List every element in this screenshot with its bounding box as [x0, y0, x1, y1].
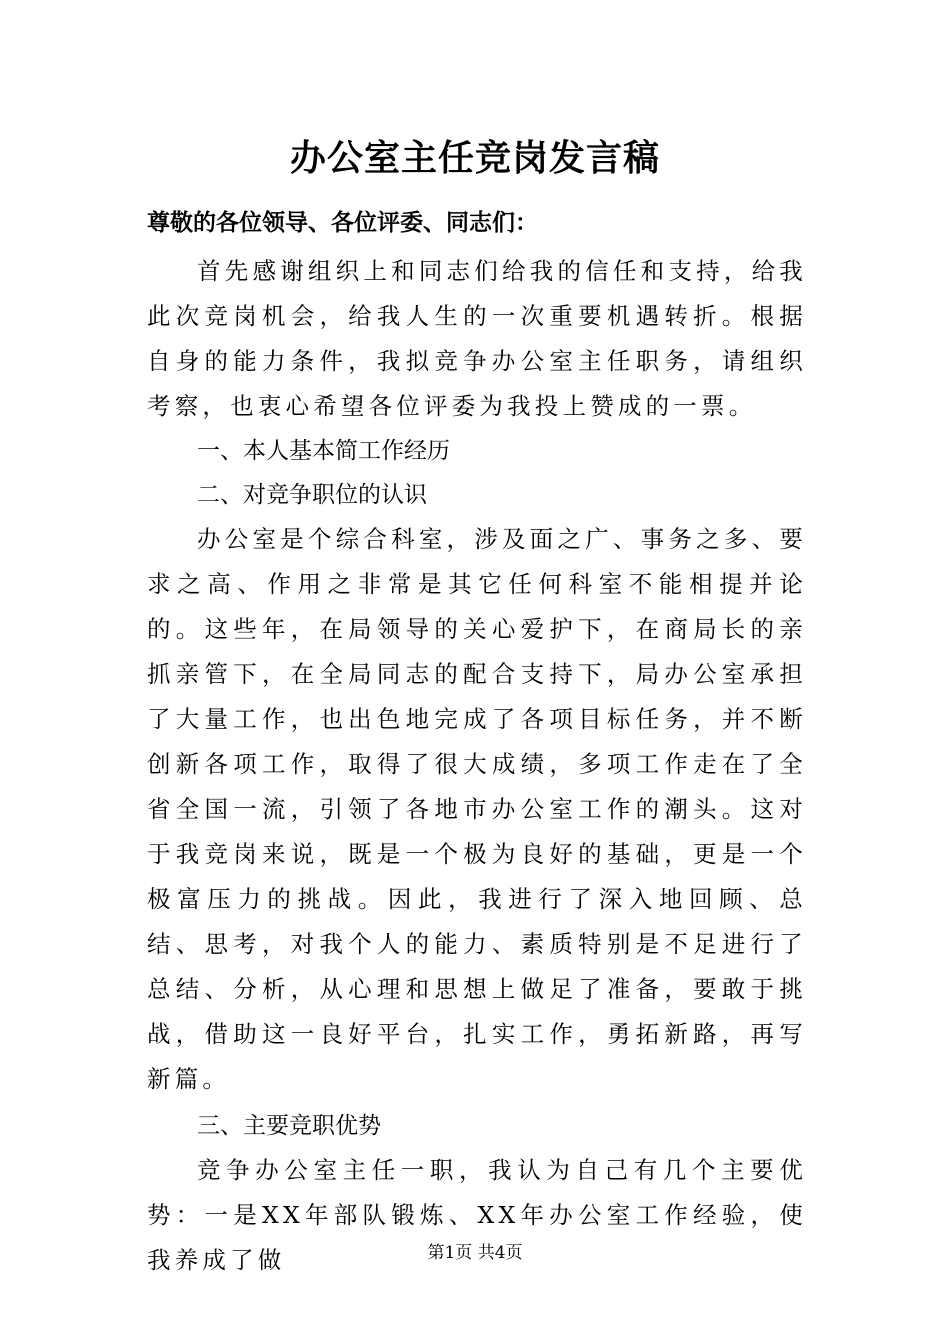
section-heading-2: 二、对竞争职位的认识 [197, 482, 427, 508]
document-body [147, 205, 807, 1283]
salutation: 尊敬的各位领导、各位评委、同志们： [147, 210, 538, 236]
paragraph-role-understanding: 办公室是个综合科室，涉及面之广、事务之多、要求之高、作用之非常是其它任何科室不能相提并论的。这些年，在局领导的关心爱护下，在商局长的亲抓亲管下，在全局同志的配合支持下，局办公室承担了大量工作，也出色地完成了各项目标任务，并不断创新各项工作，取得了很大成绩，多项工作走在了全省全国一流，引领了各地市办公室工作的潮头。这对于我竞岗来说，既是一个极为良好的基础，更是一个极富压力的挑战。因此，我进行了深入地回顾、总结、思考，对我个人的能力、素质特别是不足进行了总结、分析，从心理和思想上做足了准备，要敢于挑战，借助这一良好平台，扎实工作，勇拓新路，再写新篇。 [147, 525, 807, 1093]
section-heading-1: 一、本人基本简工作经历 [197, 438, 450, 464]
page-number-footer: 第1页 共4页 [427, 1243, 523, 1263]
document-title: 办公室主任竞岗发言稿 [289, 138, 660, 179]
section-heading-3: 三、主要竞职优势 [197, 1113, 381, 1139]
paragraph-advantages: 竞争办公室主任一职，我认为自己有几个主要优势：一是XX年部队锻炼、XX年办公室工作经验，使我养成了做 [147, 1156, 807, 1274]
paragraph-intro: 首先感谢组织上和同志们给我的信任和支持，给我此次竞岗机会，给我人生的一次重要机遇转折。根据自身的能力条件，我拟竞争办公室主任职务，请组织考察，也衷心希望各位评委为我投上赞成的一票。 [147, 257, 807, 420]
